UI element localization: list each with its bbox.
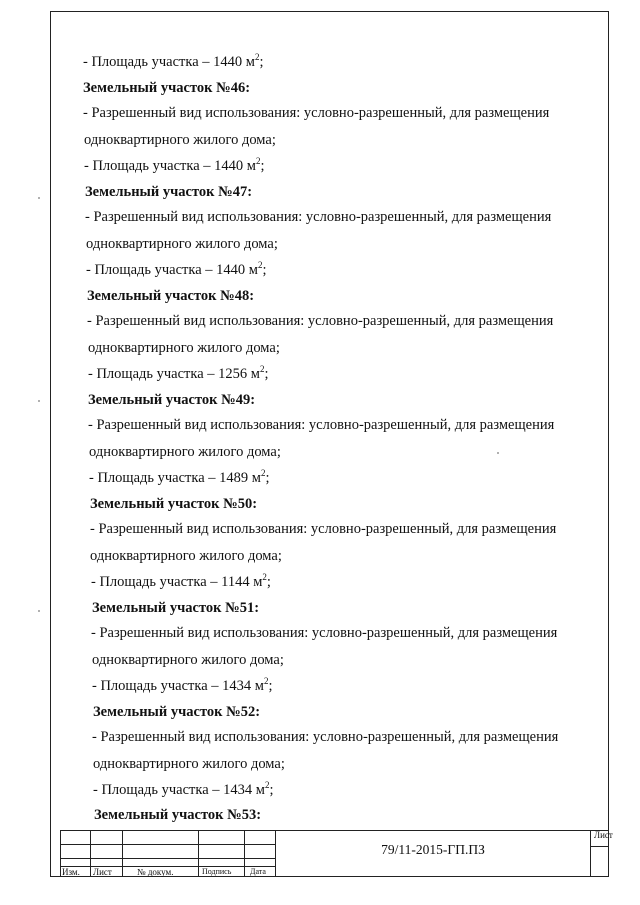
area-line-49: - Площадь участка – 1489 $м^2$; (89, 468, 270, 486)
plot-heading-47: Земельный участок №47: (85, 184, 253, 200)
title-block-top-line (60, 830, 609, 831)
col-line-2 (122, 830, 123, 877)
plot-use2-49: одноквартирного жилого дома; (89, 444, 281, 460)
document-code: 79/11-2015-ГП.ПЗ (381, 842, 485, 857)
plot-use2-46: одноквартирного жилого дома; (84, 132, 276, 148)
plot-use-47: - Разрешенный вид использования: условно-разрешенный, для размещения (85, 209, 552, 225)
col-sign-label: Подпись (202, 867, 232, 876)
col-doc-label: № докум. (137, 867, 174, 877)
title-block-row-line-2 (60, 858, 275, 859)
area-line-51: - Площадь участка – 1434 $м^2$; (92, 676, 273, 694)
col-date-label: Дата (250, 867, 266, 876)
col-line-3 (198, 830, 199, 877)
col-izm-label: Изм. (62, 867, 80, 877)
plot-use-46: - Разрешенный вид использования: условно-разрешенный, для размещения (83, 105, 550, 121)
sheet-label: Лист (594, 830, 613, 840)
plot-use2-50: одноквартирного жилого дома; (90, 548, 282, 564)
plot-heading-46: Земельный участок №46: (83, 80, 251, 96)
area-line-45: - Площадь участка – 1440 $м^2$; (83, 52, 264, 70)
scan-speck (38, 197, 40, 199)
plot-use2-47: одноквартирного жилого дома; (86, 236, 278, 252)
col-list-label: Лист (93, 867, 112, 877)
area-line-46: - Площадь участка – 1440 $м^2$; (84, 156, 265, 174)
col-line-1 (90, 830, 91, 877)
plot-heading-49: Земельный участок №49: (88, 392, 256, 408)
col-line-6 (590, 830, 591, 877)
plot-use-50: - Разрешенный вид использования: условно-разрешенный, для размещения (90, 521, 557, 537)
scan-speck (38, 610, 40, 612)
area-line-50: - Площадь участка – 1144 $м^2$; (91, 572, 271, 590)
plot-heading-53: Земельный участок №53: (94, 807, 262, 823)
plot-use2-48: одноквартирного жилого дома; (88, 340, 280, 356)
area-line-47: - Площадь участка – 1440 $м^2$; (86, 260, 267, 278)
scan-speck (497, 452, 499, 454)
plot-heading-48: Земельный участок №48: (87, 288, 255, 304)
col-line-0 (60, 830, 61, 877)
plot-use2-52: одноквартирного жилого дома; (93, 756, 285, 772)
sheet-cell-line (590, 846, 609, 847)
title-block-row-line-1 (60, 844, 275, 845)
area-line-48: - Площадь участка – 1256 $м^2$; (88, 364, 269, 382)
plot-use-48: - Разрешенный вид использования: условно-разрешенный, для размещения (87, 313, 554, 329)
plot-use-52: - Разрешенный вид использования: условно-разрешенный, для размещения (92, 729, 559, 745)
plot-heading-51: Земельный участок №51: (92, 600, 260, 616)
plot-use-51: - Разрешенный вид использования: условно-разрешенный, для размещения (91, 625, 558, 641)
col-line-4 (244, 830, 245, 877)
area-line-52: - Площадь участка – 1434 $м^2$; (93, 780, 274, 798)
plot-heading-50: Земельный участок №50: (90, 496, 258, 512)
plot-heading-52: Земельный участок №52: (93, 704, 261, 720)
plot-use-49: - Разрешенный вид использования: условно-разрешенный, для размещения (88, 417, 555, 433)
plot-use2-51: одноквартирного жилого дома; (92, 652, 284, 668)
scan-speck (38, 400, 40, 402)
